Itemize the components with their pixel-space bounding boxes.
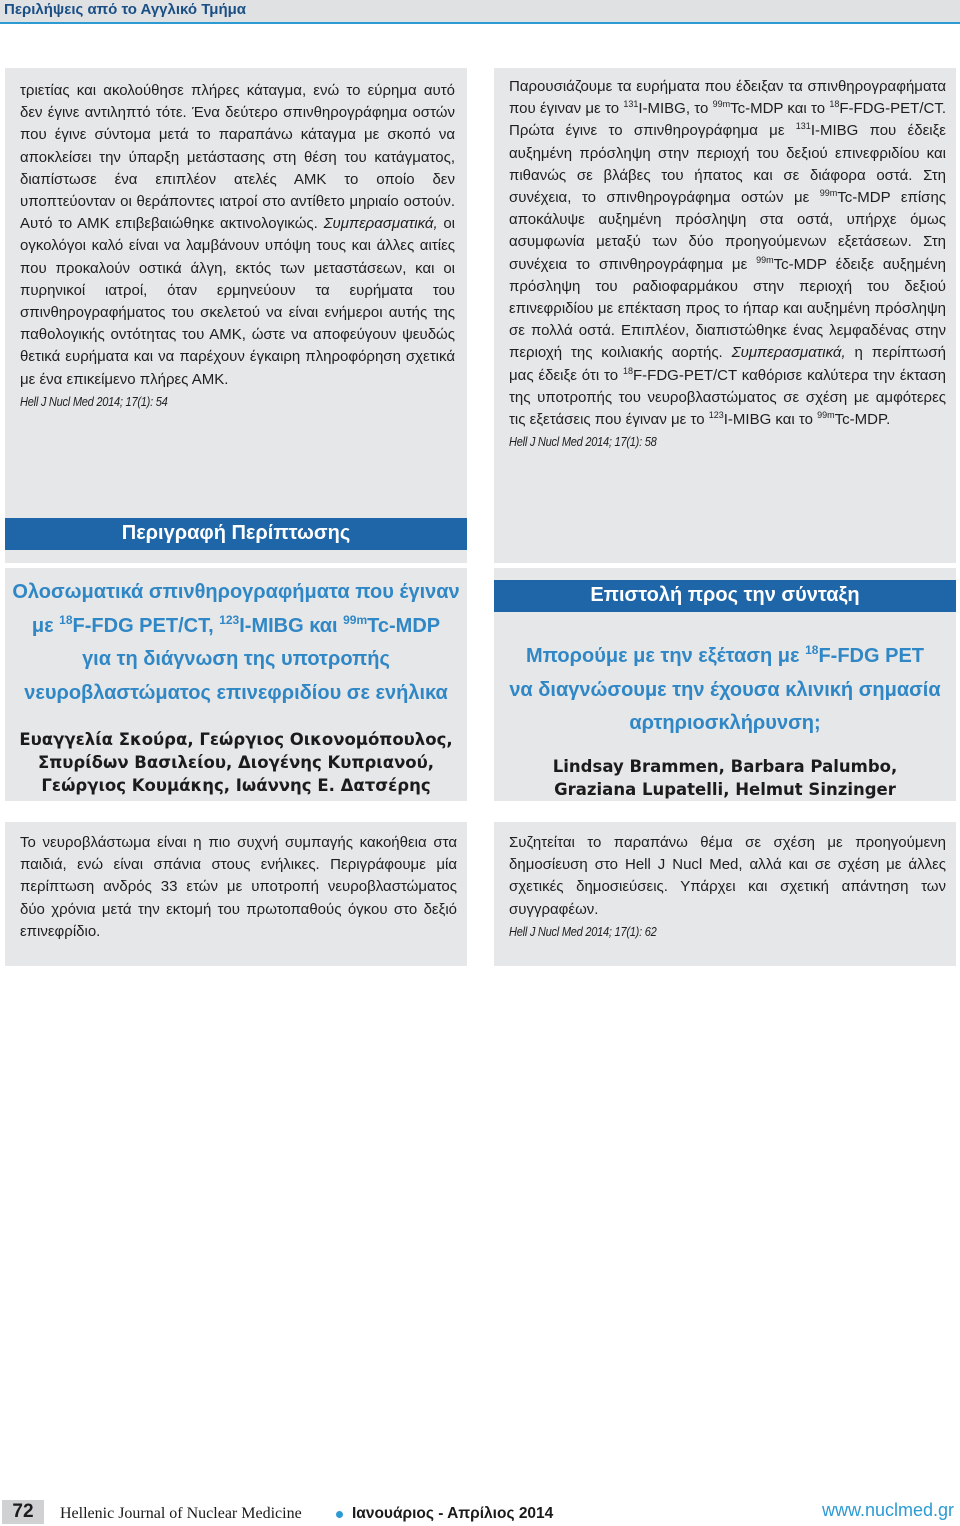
citation-ref: Hell J Nucl Med 2014; 17(1): 58 (509, 434, 657, 450)
letter-to-editor-heading: Επιστολή προς την σύνταξη (494, 580, 956, 612)
citation-ref: Hell J Nucl Med 2014; 17(1): 62 (509, 923, 657, 939)
right-article-abstract: Συζητείται το παραπάνω θέμα σε σχέση με προηγούμενη δημοσίευση στο Hell J Nucl Med, αλλά και σε σχέση με άλλες σχετικές δημοσιεύσεις. Υπάρχει και σχετική απάντηση των συγγραφέων. (509, 834, 946, 918)
journal-name: Hellenic Journal of Nuclear Medicine (60, 1505, 302, 1522)
page-number: 72 (2, 1500, 44, 1524)
left-top-text: τριετίας και ακολούθησε πλήρες κάταγμα, ενώ το εύρημα αυτό δεν έγινε αντιληπτό τότε. Ένα δεύτερο σπινθηρογράφημα οστών που έγινε σύντομα μετά το παραπάνω κάταγμα με σκοπό να αποκλείσει την ύπαρξη μετάστασης στη θέση του κατάγματος, διαπίστωσε ένα επιπλέον ατελές ΑΜΚ το οποίο δεν υποπτεύονταν οι θεράποντες ιατροί στο αντίθετο μηριαίο οστούν. Αυτό το ΑΜΚ επιβεβαιώθηκε ακτινολογικώς. Συμπερασματικά, οι ογκολόγοι καλό είναι να λαμβάνουν υπόψη τους και άλλες αιτίες που προκαλούν οστικά άλγη, εκτός των μεταστάσεων, και οι πυρηνικοί ιατροί, όταν ερμηνεύουν τα ευρήματα του σπινθηρογραφήματος του σκελετού να είναι ενήμεροι αυτής της παθολογικής οντότητας του ΑΜΚ, ώστε να αποφεύγουν ψευδώς θετικά ευρήματα και να παρέχουν έγκαιρη πληροφόρηση σχετικά με ένα επικείμενο πλήρες ΑΜΚ. (20, 82, 456, 388)
right-top-panel (494, 68, 956, 563)
left-article-authors: Ευαγγελία Σκούρα, Γεώργιος Οικονομόπουλος, Σπυρίδων Βασιλείου, Διογένης Κυπριανού, Γεώργιος Κουμάκης, Ιωάννης Ε. Δατσέρης (19, 730, 453, 795)
left-abstract-panel (5, 822, 467, 966)
citation-ref: Hell J Nucl Med 2014; 17(1): 54 (20, 393, 168, 409)
right-abstract-panel (494, 822, 956, 966)
left-article-title: Ολοσωματικά σπινθηρογραφήματα που έγιναν με $^{18}$F-FDG PET/CT, $^{123}$I-MIBG και $^{99m}$Tc-MDP για τη διάγνωση της υποτροπής νευροβλαστώματος επινεφριδίου σε ενήλικα (12, 581, 460, 704)
bullet-icon (336, 1511, 343, 1518)
right-article-title: Μπορούμε με την εξέταση με $^{18}$F-FDG PET να διαγνώσουμε την έχουσα κλινική σημασία αρτηριοσκλήρυνση; (509, 643, 941, 734)
right-top-text: Παρουσιάζουμε τα ευρήματα που έδειξαν τα σπινθηρογραφήματα που έγιναν με το $^{131}$I-MIBG, το $^{99m}$Tc-MDP και το $^{18}$F-FDG-PET/CT. Πρώτα έγινε το σπινθηρογράφημα με $^{131}$I-MIBG που έδειξε αυξημένη πρόσληψη στην περιοχή του δεξιού επινεφριδίου και πιθανώς σε βλάβες του ήπατος και σε διάφορα οστά. Στη συνέχεια, το σπινθηρογράφημα οστών με $^{99m}$Tc-MDP επίσης αποκάλυψε αυξημένη πρόσληψη στα οστά, υπήρχε όμως ασυμφωνία μεταξύ των δύο προηγούμενων εξετάσεων. Στη συνέχεια το σπινθηρογράφημα με $^{99m}$Tc-MDP έδειξε αυξημένη πρόσληψη του ραδιοφαρμάκου στην περιοχή του δεξιού επινεφριδίου με επέκταση προς το ήπαρ και αυξημένη πρόσληψη σε πολλά οστά. Επιπλέον, διαπιστώθηκε ένας λεμφαδένας στην περιοχή της κοιλιακής αορτής. Συμπερασματικά, η περίπτωσή μας έδειξε ότι το $^{18}$F-FDG-PET/CT καθόρισε καλύτερα την έκταση της υποτροπής του νευροβλαστώματος σε σχέση με αμφότερες τις εξετάσεις που έγιναν με το $^{123}$I-MIBG και το $^{99m}$Tc-MDP. (509, 78, 947, 429)
left-top-panel (5, 68, 467, 563)
issue-date: Ιανουάριος - Απρίλιος 2014 (352, 1505, 554, 1522)
divider (5, 801, 956, 822)
case-description-heading: Περιγραφή Περίπτωσης (5, 518, 467, 550)
running-header-title: Περιλήψεις από το Αγγλικό Τμήμα (4, 1, 246, 18)
left-article-abstract: Το νευροβλάστωμα είναι η πιο συχνή συμπαγής κακοήθεια στα παιδιά, ενώ είναι σπάνια στους ενήλικες. Περιγράφουμε μία περίπτωση ανδρός 33 ετών με υποτροπή νευροβλαστώματος δύο χρόνια μετά την εκτομή του πρωτοπαθούς όγκου στο δεξιό επινεφρίδιο. (20, 834, 457, 940)
running-header (0, 0, 960, 24)
website-link[interactable]: www.nuclmed.gr (821, 1500, 954, 1520)
right-article-authors: Lindsay Brammen, Barbara Palumbo, Graziana Lupatelli, Helmut Sinzinger (552, 757, 898, 799)
